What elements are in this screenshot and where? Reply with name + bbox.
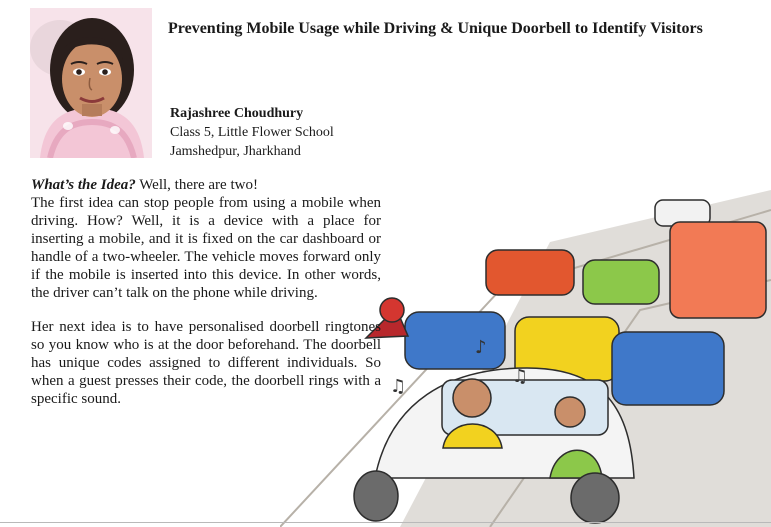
music-note-icon: ♪	[475, 337, 487, 358]
bottom-divider	[0, 522, 771, 523]
music-note-icon: ♫	[390, 376, 407, 397]
girl-portrait	[30, 8, 152, 158]
author-photo	[30, 8, 152, 158]
article-body	[31, 176, 381, 408]
author-info	[170, 104, 334, 161]
paragraph-1-text: The first idea can stop people from using a mobile when driving. How? Well, it is a device with a place for inserting a mobile, and it is fixed on the car dashboard or handle of a two-wheeler. The vehicle moves forward only if the mobile is inserted into this device. In other words, the driver can’t talk on the phone while driving.	[31, 195, 381, 301]
idea-heading: What’s the Idea?	[31, 177, 136, 193]
paragraph-1	[31, 176, 381, 302]
author-class: Class 5, Little Flower School	[170, 125, 334, 140]
music-note-icon: ♫	[512, 366, 529, 387]
author-location: Jamshedpur, Jharkhand	[170, 144, 301, 159]
idea-lead: Well, there are two!	[135, 177, 258, 193]
paragraph-2: Her next idea is to have personalised doorbell ringtones so you know who is at the door beforehand. The doorbell has unique codes assigned to different individuals. So when a guest presses their code, the doorbell rings with a specific sound.	[31, 319, 381, 407]
article-title: Preventing Mobile Usage while Driving & Unique Doorbell to Identify Visitors	[168, 20, 703, 37]
author-name: Rajashree Choudhury	[170, 106, 304, 121]
